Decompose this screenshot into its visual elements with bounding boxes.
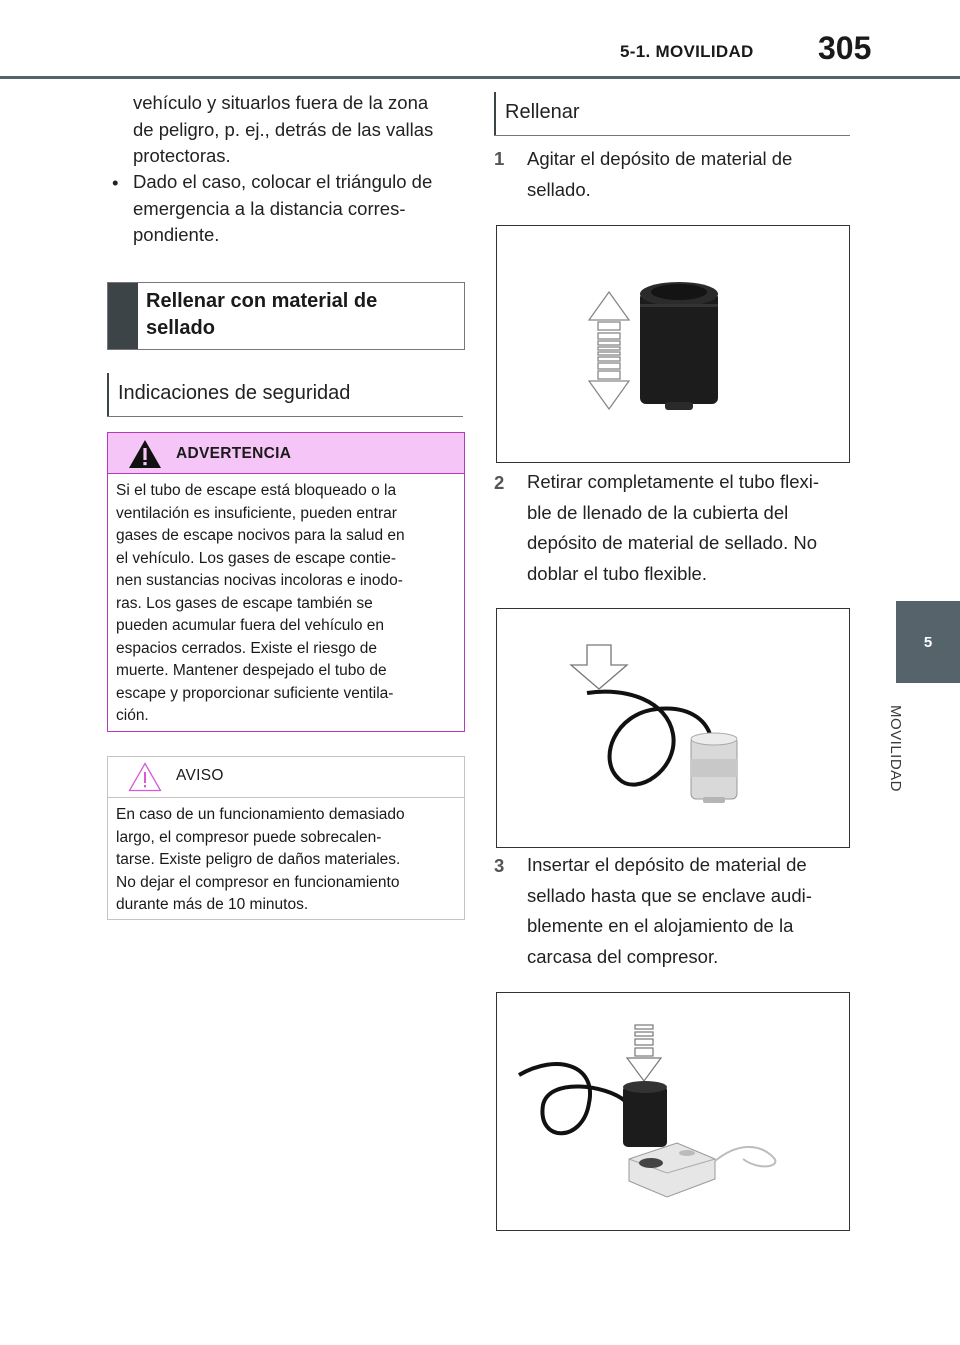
sealant-canister: [623, 1081, 667, 1147]
insert-canister-illustration: [497, 993, 849, 1230]
text-line: carcasa del compresor.: [527, 945, 719, 967]
text-line: ble de llenado de la cubierta del: [527, 501, 789, 523]
text-line: gases de escape nocivos para la salud en: [116, 527, 405, 544]
heading-line: Rellenar con material de: [146, 290, 378, 312]
sealant-canister: [640, 282, 718, 410]
chapter-tab-label: MOVILIDAD: [887, 705, 904, 793]
down-arrow-icon: [571, 645, 627, 689]
rellenar-heading: [494, 92, 850, 136]
intro-paragraph: [133, 90, 463, 170]
text-line: sellado.: [527, 178, 591, 200]
caution-triangle-icon: [128, 762, 162, 792]
notice-text: [116, 804, 458, 917]
warning-text: [116, 480, 458, 728]
section-heading: [107, 282, 465, 350]
heading-bar: [494, 92, 496, 136]
text-line: blemente en el alojamiento de la: [527, 915, 794, 936]
text-line: largo, el compresor puede sobrecalen-: [116, 828, 382, 846]
text-line: Retirar completamente el tubo flexi-: [527, 471, 820, 492]
text-line: el vehículo. Los gases de escape contie-: [116, 549, 397, 567]
text-line: pueden acumular fuera del vehículo en: [116, 617, 384, 634]
warning-box: [107, 432, 465, 732]
warning-triangle-icon: [128, 439, 162, 469]
text-line: muerte. Mantener despejado el tubo de: [116, 662, 387, 679]
compressor-housing: [629, 1143, 715, 1197]
warning-header: [108, 433, 464, 474]
page-number: 305: [818, 30, 872, 66]
notice-header: [108, 757, 464, 798]
text-line: durante más de 10 minutos.: [116, 896, 309, 913]
text-line: Dado el caso, colocar el triángulo de: [133, 171, 433, 192]
bullet-paragraph: [133, 169, 463, 249]
text-line: emergencia a la distancia corres-: [133, 197, 406, 219]
text-line: En caso de un funcionamiento demasiado: [116, 806, 405, 823]
text-line: Insertar el depósito de material de: [527, 854, 807, 875]
text-line: Agitar el depósito de material de: [527, 148, 793, 169]
notice-box: [107, 756, 465, 920]
step-text: [527, 144, 847, 205]
heading-rule: [494, 135, 850, 136]
text-line: No dejar el compresor en funcionamiento: [116, 873, 400, 891]
filler-hose: [519, 1064, 625, 1133]
text-line: doblar el tubo flexible.: [527, 562, 707, 584]
figure-remove-hose: [496, 608, 850, 848]
text-line: tarse. Existe peligro de daños materiales.: [116, 851, 401, 868]
text-line: ras. Los gases de escape también se: [116, 594, 373, 612]
text-line: de peligro, p. ej., detrás de las vallas: [133, 118, 434, 140]
text-line: Si el tubo de escape está bloqueado o la: [116, 482, 397, 499]
figure-insert-canister: [496, 992, 850, 1231]
step-number: 2: [494, 472, 505, 493]
step-number: 3: [494, 855, 505, 876]
warning-label: ADVERTENCIA: [176, 445, 292, 462]
text-line: pondiente.: [133, 224, 220, 245]
hose-removal-illustration: [497, 609, 849, 847]
bullet-marker: •: [112, 172, 119, 193]
step-text: [527, 467, 847, 589]
text-line: ventilación es insuficiente, pueden entrar: [116, 504, 397, 522]
section-heading-text: [146, 288, 446, 342]
subsection-heading: [107, 373, 463, 417]
subheading-text: Indicaciones de seguridad: [118, 382, 351, 404]
chapter-tab: 5: [896, 601, 960, 683]
text-line: nen sustancias nocivas incoloras e inodo-: [116, 572, 403, 589]
header-rule: [0, 76, 960, 79]
running-header-section: 5-1. MOVILIDAD: [620, 42, 754, 61]
text-line: protectoras.: [133, 145, 231, 166]
power-cable: [715, 1147, 775, 1166]
text-line: espacios cerrados. Existe el riesgo de: [116, 639, 378, 657]
subheading-bar: [107, 373, 109, 417]
shake-arrow-icon: [589, 292, 629, 409]
heading-line: sellado: [146, 317, 215, 339]
down-arrow-icon: [627, 1025, 661, 1081]
rellenar-heading-text: Rellenar: [505, 101, 580, 123]
subheading-rule: [107, 416, 463, 417]
sealant-container-illustration: [497, 226, 849, 462]
figure-shake-sealant: [496, 225, 850, 463]
text-line: vehículo y situarlos fuera de la zona: [133, 92, 429, 113]
heading-bar: [108, 283, 138, 349]
text-line: escape y proporcionar suficiente ventila-: [116, 684, 394, 702]
step-text: [527, 850, 847, 972]
sealant-canister-silver: [691, 733, 737, 803]
text-line: ción.: [116, 707, 149, 724]
text-line: sellado hasta que se enclave audi-: [527, 884, 812, 906]
step-number: 1: [494, 148, 505, 169]
text-line: depósito de material de sellado. No: [527, 532, 818, 553]
notice-label: AVISO: [176, 767, 224, 784]
